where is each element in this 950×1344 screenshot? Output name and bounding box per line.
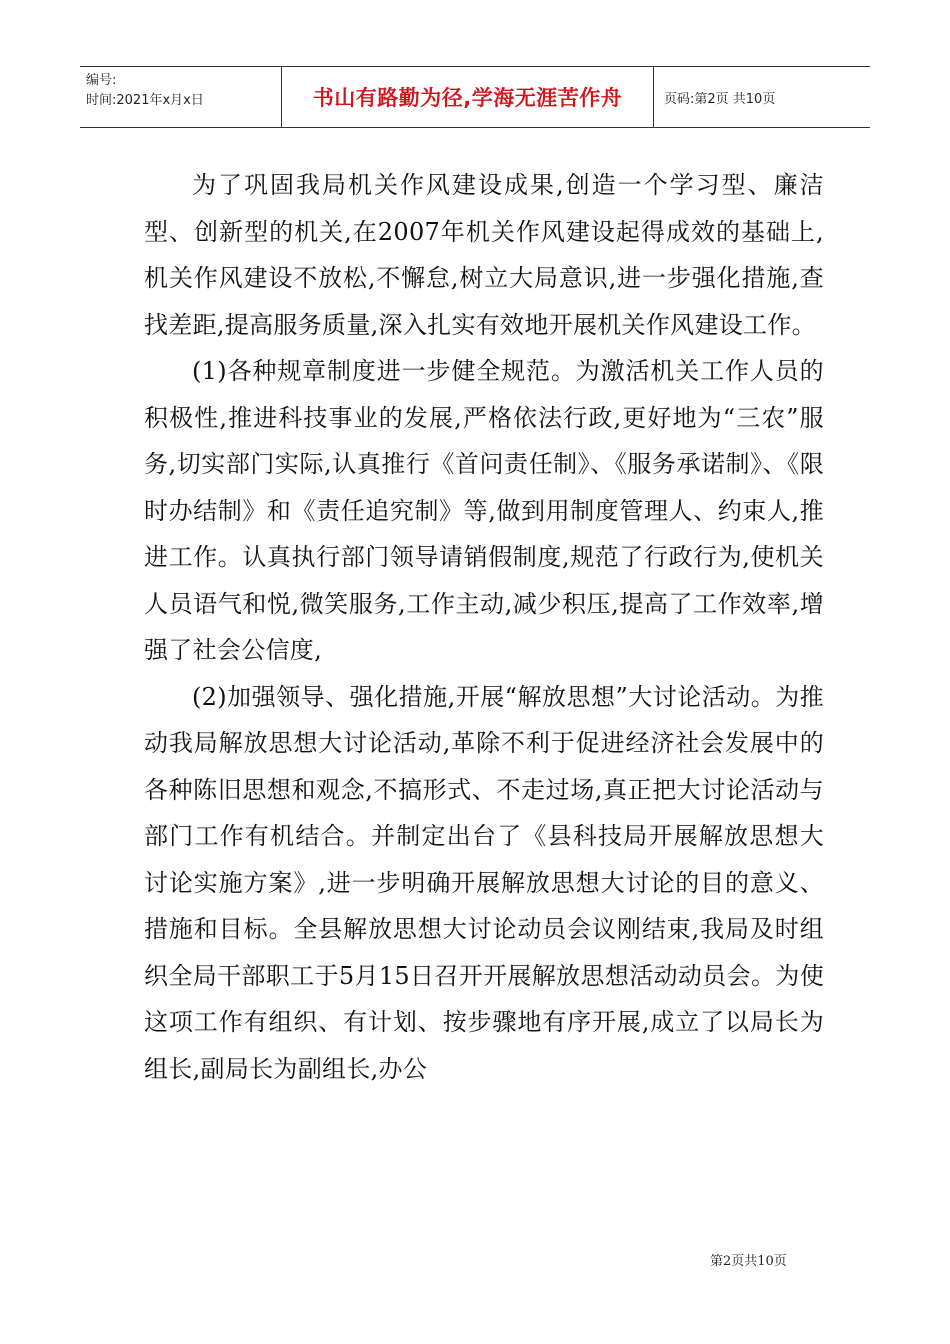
document-body: [144, 162, 824, 1092]
paragraph-section-2: (2)加强领导、强化措施,开展“解放思想”大讨论活动。为推动我局解放思想大讨论活动,革除不利于促进经济社会发展中的各种陈旧思想和观念,不搞形式、不走过场,真正把大讨论活动与部门工作有机结合。并制定出台了《县科技局开展解放思想大讨论实施方案》,进一步明确开展解放思想大讨论的目的意义、措施和目标。全县解放思想大讨论动员会议刚结束,我局及时组织全局干部职工于5月15日召开开展解放思想活动动员会。为使这项工作有组织、有计划、按步骤地有序开展,成立了以局长为组长,副局长为副组长,办公: [144, 682, 824, 1083]
page-header: [80, 66, 870, 128]
page-footer: 第2页共10页: [710, 1254, 787, 1269]
paragraph-section-1: (1)各种规章制度进一步健全规范。为激活机关工作人员的积极性,推进科技事业的发展,严格依法行政,更好地为“三农”服务,切实部门实际,认真推行《首问责任制》、《服务承诺制》、《限时办结制》和《责任追究制》等,做到用制度管理人、约束人,推进工作。认真执行部门领导请销假制度,规范了行政行为,使机关人员语气和悦,微笑服务,工作主动,减少积压,提高了工作效率,增强了社会公信度,: [144, 357, 824, 664]
header-page-info: 页码:第2页 共10页: [664, 91, 776, 107]
paragraph-intro: 为了巩固我局机关作风建设成果,创造一个学习型、廉洁型、创新型的机关,在2007年机关作风建设起得成效的基础上,机关作风建设不放松,不懈怠,树立大局意识,进一步强化措施,查找差距,提高服务质量,深入扎实有效地开展机关作风建设工作。: [144, 171, 824, 339]
header-meta: [80, 67, 282, 127]
document-time: 时间:2021年x月x日: [86, 93, 204, 108]
header-motto: 书山有路勤为径,学海无涯苦作舟: [282, 67, 654, 127]
document-number-label: 编号:: [86, 73, 117, 88]
